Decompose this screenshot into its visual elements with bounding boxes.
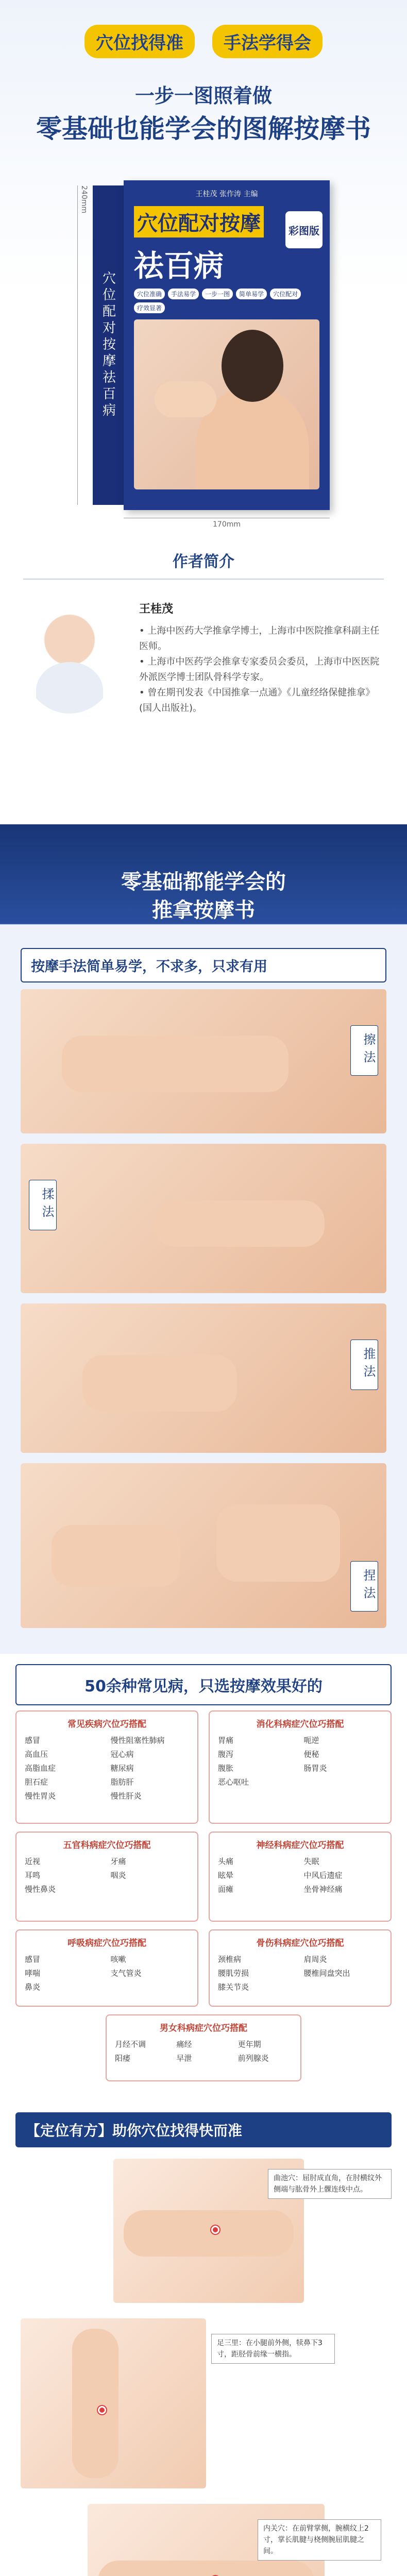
technique-photo-arm (62, 1036, 289, 1092)
dept-item: 慢性阻塞性肺病 (110, 1736, 165, 1745)
dept-item: 胆石症 (25, 1777, 48, 1787)
dept-item: 耳鸣 (25, 1871, 41, 1880)
dept-item: 膝关节炎 (218, 1982, 249, 1992)
dept-item: 阳痿 (115, 2054, 131, 2063)
dept-name: 骨伤科病症穴位巧搭配 (256, 1938, 344, 1948)
technique-photo-fingers (52, 1525, 180, 1587)
dept-item: 痛经 (176, 2040, 192, 2049)
dept-card (15, 1710, 198, 1824)
hero-subtitle: 一步一图照着做 (134, 84, 272, 107)
dept-name: 男女科病症穴位巧搭配 (160, 2023, 247, 2033)
cover-badge: 彩图版 (285, 211, 323, 248)
cover-feature: 简单易学 (236, 289, 267, 299)
dept-name: 五官科病症穴位巧搭配 (63, 1840, 151, 1851)
technique-label: 揉法 (29, 1180, 57, 1230)
dept-card (15, 1929, 198, 2007)
dept-item: 高脂血症 (25, 1764, 56, 1773)
acupoint-marker (211, 2226, 219, 2234)
technique-label: 捏法 (350, 1561, 378, 1612)
technique-photo-3 (21, 1303, 386, 1453)
book-spine: 穴位配对按摩祛百病 (93, 185, 124, 505)
dept-card (209, 1832, 392, 1922)
technique-photo-4 (21, 1463, 386, 1628)
dept-card (15, 1832, 198, 1922)
dept-item: 感冒 (25, 1955, 41, 1964)
dept-list (218, 1954, 382, 1992)
cover-title (134, 206, 283, 285)
dept-name: 呼吸病症穴位巧搭配 (67, 1938, 146, 1948)
cover-photo (134, 319, 319, 489)
cover-feature: 穴位准确 (134, 289, 165, 299)
book-cover-image (93, 180, 335, 510)
dept-item: 月经不调 (115, 2040, 146, 2049)
technique-label: 推法 (350, 1340, 378, 1390)
locating-leg (72, 2329, 118, 2478)
dept-item: 糖尿病 (110, 1764, 134, 1773)
locating-arm (124, 2210, 294, 2257)
cover-feature: 一步一图 (202, 289, 233, 299)
cover-feature: 手法易学 (168, 289, 199, 299)
dept-item: 鼻炎 (25, 1982, 41, 1992)
dept-card (209, 1710, 392, 1824)
acupoint-annotation: 足三里：在小腿前外侧，犊鼻下3寸，距胫骨前缘一横指。 (211, 2334, 335, 2364)
hero-title: 零基础也能学会的图解按摩书 (36, 114, 371, 144)
technique-photo-palm (82, 1355, 237, 1412)
dept-item: 慢性胃炎 (25, 1791, 56, 1801)
locating-forearm (98, 2561, 314, 2576)
dept-item: 高血压 (25, 1750, 48, 1759)
acupoint-annotation: 曲池穴：屈肘成直角，在肘横纹外侧端与肱骨外上髁连线中点。 (268, 2169, 392, 2199)
dept-item: 腹泻 (218, 1750, 234, 1759)
dept-item: 咽炎 (110, 1871, 126, 1880)
dept-item: 胃痛 (218, 1736, 234, 1745)
dept-item: 颈椎病 (218, 1955, 242, 1964)
dept-item: 中风后遗症 (303, 1871, 343, 1880)
dept-name: 神经科病症穴位巧搭配 (256, 1840, 344, 1851)
dept-name: 常见疾病穴位巧搭配 (67, 1719, 146, 1730)
author-section (0, 538, 407, 824)
hero-tags (0, 25, 407, 58)
dept-item: 咳嗽 (110, 1955, 126, 1964)
acupoint-marker (98, 2406, 106, 2414)
dept-list (218, 1856, 382, 1894)
dept-item: 腰肌劳损 (218, 1969, 249, 1978)
techniques-banner: 按摩手法简单易学，不求多，只求有用 (21, 948, 386, 982)
cover-features (134, 289, 319, 313)
technique-photo-2 (21, 1144, 386, 1293)
author-name: 王桂茂 (139, 603, 174, 616)
dept-item: 早泄 (176, 2054, 192, 2063)
locating-photo-knee (21, 2318, 206, 2488)
diseases-title: 50余种常见病，只选按摩效果好的 (15, 1664, 392, 1705)
techniques-section (0, 824, 407, 1654)
author-section-title: 作者简介 (0, 549, 407, 580)
dept-item: 更年期 (238, 2040, 261, 2049)
dept-item: 肠胃炎 (303, 1764, 327, 1773)
technique-photo-hand (155, 1200, 325, 1247)
book-width-dimension: 170mm (124, 518, 330, 529)
dept-item: 呃逆 (303, 1736, 319, 1745)
techniques-headline-1: 零基础都能学会的 (121, 870, 286, 894)
author-photo (21, 600, 118, 714)
cover-title-line2: 祛百病 (134, 248, 224, 283)
dept-list (25, 1954, 189, 1992)
locating-title: 【定位有方】助你穴位找得快而准 (15, 2112, 392, 2147)
author-bio-line: • 上海中医药大学推拿学博士，上海市中医院推拿科副主任医师。 (139, 625, 380, 652)
dept-item: 便秘 (303, 1750, 319, 1759)
dept-item: 近视 (25, 1857, 41, 1866)
dept-item: 坐骨神经痛 (303, 1885, 343, 1894)
technique-photo-grip (216, 1504, 340, 1582)
acupoint-annotation: 内关穴：在前臂掌侧，腕横纹上2寸，掌长肌腱与桡侧腕屈肌腱之间。 (258, 2519, 381, 2561)
dept-item: 眩晕 (218, 1871, 234, 1880)
book-front (124, 180, 330, 510)
dept-item: 失眠 (303, 1857, 319, 1866)
dept-list (218, 1735, 382, 1787)
hero-section (0, 0, 407, 538)
dept-item: 面瘫 (218, 1885, 234, 1894)
dept-list (115, 2039, 292, 2063)
dept-item: 恶心呕吐 (218, 1777, 249, 1787)
author-bio-line: • 曾在期刊发表《中国推拿一点通》《儿童经络保健推拿》(国人出版社)。 (139, 687, 375, 714)
technique-label: 擦法 (350, 1025, 378, 1076)
hero-tag: 穴位找得准 (84, 25, 195, 58)
author-bio-line: • 上海市中医药学会推拿专家委员会委员，上海市中医医院外派医学博士团队骨科学专家。 (139, 656, 380, 683)
dept-name: 消化科病症穴位巧搭配 (256, 1719, 344, 1730)
cover-feature: 穴位配对 (270, 289, 301, 299)
dept-item: 哮喘 (25, 1969, 41, 1978)
dept-item: 慢性鼻炎 (25, 1885, 56, 1894)
dept-item: 腰椎间盘突出 (303, 1969, 350, 1978)
cover-title-line1: 穴位配对按摩 (134, 206, 264, 238)
cover-photo-head (222, 330, 283, 402)
dept-item: 腹胀 (218, 1764, 234, 1773)
dept-item: 支气管炎 (110, 1969, 142, 1978)
hero-tag: 手法学得会 (212, 25, 323, 58)
dept-list (25, 1735, 189, 1801)
dept-card (209, 1929, 392, 2007)
dept-item: 前列腺炎 (238, 2054, 269, 2063)
dept-list (25, 1856, 189, 1894)
acupoint-locating-section (0, 2092, 407, 2576)
dept-item: 头痛 (218, 1857, 234, 1866)
cover-authors: 王桂茂 张作涛 主编 (195, 190, 258, 198)
cover-photo-hand (155, 381, 216, 417)
dept-card (106, 2014, 301, 2081)
dept-item: 脂肪肝 (110, 1777, 134, 1787)
author-bio (139, 623, 386, 716)
dept-item: 冠心病 (110, 1750, 134, 1759)
dept-item: 感冒 (25, 1736, 41, 1745)
dept-item: 肩周炎 (303, 1955, 327, 1964)
cover-feature: 疗效显著 (134, 302, 165, 313)
diseases-section (0, 1654, 407, 2092)
techniques-headline-2: 推拿按摩书 (152, 899, 255, 922)
book-height-dimension: 240mm (77, 185, 88, 505)
dept-item: 慢性肝炎 (110, 1791, 142, 1801)
technique-photo-1 (21, 989, 386, 1133)
dept-item: 牙痛 (110, 1857, 126, 1866)
